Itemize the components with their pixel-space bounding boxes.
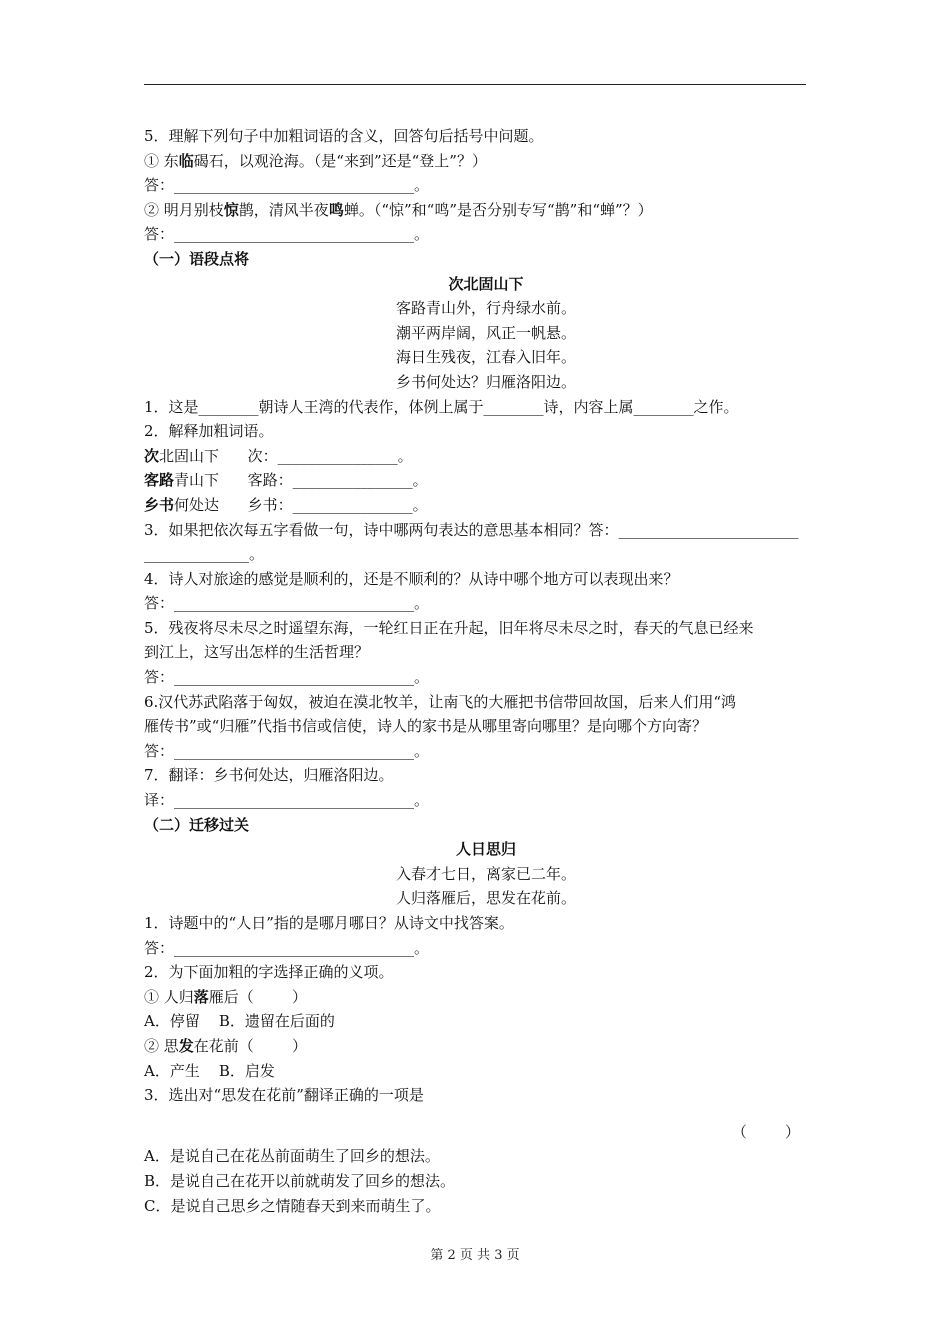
text-run: （一）语段点将 [144, 249, 250, 268]
text-line [144, 542, 808, 567]
text-line [144, 518, 808, 543]
bold-word: 临 [178, 151, 194, 170]
poem-line [144, 296, 808, 321]
text-run: 鹊，清风半夜 [238, 200, 329, 219]
text-run: 2．解释加粗词语。 [144, 422, 274, 441]
text-run: 7．翻译：乡书何处达，归雁洛阳边。 [144, 766, 394, 785]
text-run: ② 思 [144, 1036, 179, 1055]
text-run: 5．理解下列句子中加粗词语的含义，回答句后括号中问题。 [144, 127, 544, 145]
text-run: 青山下 客路：________________。 [174, 471, 428, 490]
poem-title [144, 837, 808, 862]
text-line [144, 493, 808, 518]
text-run: 答：________________________________。 [144, 668, 430, 687]
text-run: 3．选出对“思发在花前”翻译正确的一项是 [144, 1086, 424, 1105]
poem-line [144, 321, 808, 346]
text-run: 蝉。（“惊”和“鸣”是否分别专写“鹊”和“蝉”？） [343, 200, 653, 219]
text-line [144, 591, 808, 616]
text-line [144, 444, 808, 469]
text-run: 4．诗人对旅途的感觉是顺利的，还是不顺利的？从诗中哪个地方可以表现出来？ [144, 569, 679, 588]
text-run: 人日思归 [455, 840, 516, 859]
bold-word: 落 [193, 987, 209, 1006]
text-line [144, 1034, 808, 1059]
text-run: 1．诗题中的“人日”指的是哪月哪日？从诗文中找答案。 [144, 914, 514, 932]
text-line [144, 936, 808, 961]
text-run: 雁传书”或“归雁”代指书信或信使，诗人的家书是从哪里寄向哪里？是向哪个方向寄？ [144, 717, 708, 736]
text-run: A．停留 B．遗留在后面的 [144, 1012, 335, 1031]
text-line [144, 788, 808, 813]
bold-word: 发 [178, 1036, 194, 1055]
text-line [144, 567, 808, 592]
text-line [144, 690, 808, 715]
text-run: 到江上，这写出怎样的生活哲理？ [144, 643, 370, 662]
bold-word: 次 [144, 446, 160, 465]
text-line [144, 124, 808, 149]
text-line [144, 763, 808, 788]
text-run: ① 东 [144, 151, 179, 170]
text-run: 答：________________________________。 [144, 594, 430, 613]
text-line [144, 1120, 808, 1145]
bold-word: 客路 [144, 471, 175, 490]
text-run: 碣石，以观沧海。（是“来到”还是“登上”？） [193, 151, 487, 170]
text-line [144, 173, 808, 198]
text-line [144, 640, 808, 665]
text-line [144, 419, 808, 444]
text-run: 何处达 乡书：________________。 [174, 495, 428, 514]
document-body [144, 124, 808, 1218]
text-run: 入春才七日，离家已二年。 [395, 864, 576, 883]
text-line [144, 616, 808, 641]
section-heading [144, 813, 808, 838]
text-line [144, 1194, 808, 1219]
text-run: A．产生 B．启发 [144, 1061, 275, 1080]
text-run: 译：________________________________。 [144, 791, 430, 810]
text-run: 客路青山外，行舟绿水前。 [395, 299, 576, 318]
text-run: 潮平两岸阔，风正一帆悬。 [395, 323, 576, 342]
text-line [144, 960, 808, 985]
text-line [144, 395, 808, 420]
bold-word: 惊 [223, 200, 239, 219]
text-line [144, 665, 808, 690]
text-run: 答：________________________________。 [144, 741, 430, 760]
text-run: 海日生残夜，江春入旧年。 [395, 348, 576, 367]
text-run: C．是说自己思乡之情随春天到来而萌生了。 [144, 1196, 441, 1215]
text-line [144, 198, 808, 223]
page-footer: 第 2 页 共 3 页 [430, 1248, 520, 1263]
text-line [144, 911, 808, 936]
text-line [144, 1169, 808, 1194]
text-line [144, 985, 808, 1010]
text-run: 答：________________________________。 [144, 938, 430, 957]
text-line [144, 1009, 808, 1034]
poem-line [144, 370, 808, 395]
text-run: 次北固山下 [448, 274, 524, 293]
text-run: 5．残夜将尽未尽之时遥望东海，一轮红日正在升起，旧年将尽未尽之时，春天的气息已经来 [144, 618, 754, 637]
text-run: A．是说自己在花丛前面萌生了回乡的想法。 [144, 1147, 440, 1166]
text-run: 乡书何处达？归雁洛阳边。 [395, 372, 576, 391]
text-line [144, 1144, 808, 1169]
text-run: 6.汉代苏武陷落于匈奴，被迫在漠北牧羊，让南飞的大雁把书信带回故国，后来人们用“鸿 [144, 692, 736, 711]
text-line [144, 739, 808, 764]
text-run: （二）迁移过关 [144, 815, 250, 834]
poem-line [144, 345, 808, 370]
text-run: ② 明月别枝 [144, 200, 224, 219]
text-run: 北固山下 次：________________。 [159, 446, 413, 465]
text-line [144, 714, 808, 739]
text-run: 答：________________________________。 [144, 176, 430, 195]
poem-title [144, 272, 808, 297]
text-line [144, 149, 808, 174]
text-run: ① 人归 [144, 987, 194, 1006]
header-rule [144, 84, 806, 85]
poem-line [144, 886, 808, 911]
text-line [144, 1059, 808, 1084]
text-run: 1．这是________朝诗人王湾的代表作，体例上属于________诗，内容上属________之作。 [144, 397, 739, 416]
text-run: 雁后（ ） [208, 987, 307, 1006]
text-run: 答：________________________________。 [144, 225, 430, 244]
text-line [144, 222, 808, 247]
text-run: （ ） [731, 1122, 800, 1141]
poem-line [144, 862, 808, 887]
bold-word: 乡书 [144, 495, 175, 514]
text-run: B．是说自己在花开以前就萌发了回乡的想法。 [144, 1171, 456, 1190]
text-line [144, 1083, 808, 1108]
text-run: 2．为下面加粗的字选择正确的义项。 [144, 963, 394, 982]
text-run: 人归落雁后，思发在花前。 [395, 889, 576, 908]
text-line [144, 468, 808, 493]
text-run: 3．如果把依次每五字看做一句，诗中哪两句表达的意思基本相同？答：________________________ [144, 520, 799, 539]
section-heading [144, 247, 808, 272]
bold-word: 鸣 [328, 200, 344, 219]
text-run: ______________。 [144, 545, 265, 564]
text-run: 在花前（ ） [193, 1036, 307, 1055]
